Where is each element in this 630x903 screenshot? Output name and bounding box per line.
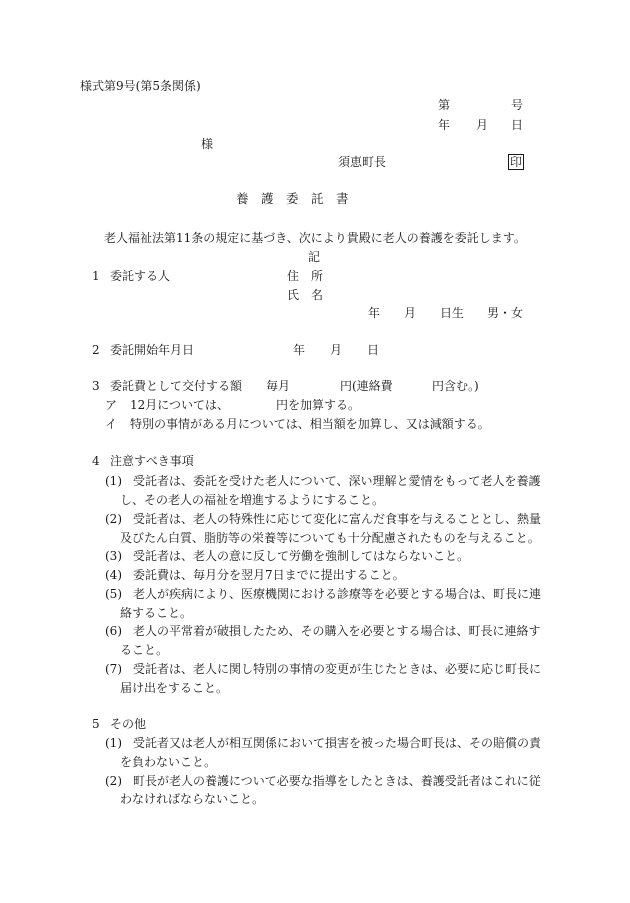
list-item-line: 受託者は、老人に関し特別の事情の変更が生じたときは、必要に応じ町長に — [133, 662, 542, 676]
list-item-mark: (1) — [105, 736, 122, 750]
birth-month: 月 — [404, 306, 417, 320]
issuer: 須恵町長 — [338, 155, 387, 169]
list-item-line: 受託者は、老人の意に反して労働を強制してはならないこと。 — [133, 549, 470, 563]
start-year: 年 — [293, 343, 306, 357]
start-month: 月 — [330, 343, 343, 357]
item-i-text: 特別の事情がある月については、相当額を加算し、又は減額する。 — [130, 417, 490, 431]
birth-year: 年 — [368, 306, 381, 320]
yen-contact-label: 円(連絡費 — [340, 379, 393, 393]
birth-day: 日生 — [440, 306, 465, 320]
list-item-line: 届け出をすること。 — [120, 681, 229, 695]
list-item-line: 委託費は、毎月分を翌月7日までに提出すること。 — [133, 568, 405, 582]
list-item-line: 受託者は、老人の特殊性に応じて変化に富んだ食事を与えることとし、熱量 — [133, 512, 542, 526]
list-item-line: 老人が疾病により、医療機関における診療等を必要とする場合は、町長に連 — [133, 587, 542, 601]
section-label: 注意すべき事項 — [110, 454, 194, 468]
list-item-line: し、その老人の福祉を増進するようにすること。 — [120, 493, 385, 507]
section-label: 委託費として交付する額 — [110, 379, 243, 393]
item-a-mark: ア — [105, 398, 118, 412]
seal-mark — [508, 154, 524, 170]
section-number: 5 — [92, 717, 100, 731]
address-label: 住 所 — [287, 269, 324, 283]
list-item-mark: (5) — [105, 587, 122, 601]
list-item-mark: (6) — [105, 624, 122, 638]
section-label: 委託開始年月日 — [110, 343, 195, 357]
name-label: 氏 名 — [287, 288, 324, 302]
doc-number-label-last: 号 — [511, 98, 524, 112]
list-item-line: わなければならないこと。 — [120, 792, 265, 806]
date-month: 月 — [476, 118, 489, 132]
list-item-mark: (2) — [105, 774, 122, 788]
sex-choice: 男・女 — [487, 306, 524, 320]
list-item-mark: (4) — [105, 568, 122, 582]
list-item-line: 受託者又は老人が相互関係において損害を被った場合町長は、その賠償の責 — [133, 736, 542, 750]
ki-mark: 記 — [308, 250, 321, 264]
list-item-mark: (1) — [105, 474, 122, 488]
item-a-text-first: 12月については、 — [130, 398, 230, 412]
section-number: 4 — [92, 454, 100, 468]
list-item-line: を負わないこと。 — [120, 755, 217, 769]
date-day: 日 — [511, 118, 524, 132]
list-item-mark: (2) — [105, 512, 122, 526]
list-item-line: 及びたん白質、脂肪等の栄養等についても十分配慮されたものを与えること。 — [120, 531, 540, 545]
list-item-line: ること。 — [120, 643, 169, 657]
intro-text: 老人福祉法第11条の規定に基づき、次により貴殿に老人の養護を委託します。 — [104, 231, 526, 245]
list-item-line: 老人の平常着が破損したため、その購入を必要とする場合は、町長に連絡す — [133, 624, 541, 638]
list-item-mark: (7) — [105, 662, 122, 676]
list-item-line: 町長が老人の養護について必要な指導をしたときは、養護受託者はこれに従 — [133, 774, 541, 788]
section-number: 3 — [92, 379, 100, 393]
document-title: 養 護 委 託 書 — [236, 191, 349, 206]
section-number: 1 — [92, 269, 100, 283]
seal-label: 印 — [510, 155, 523, 169]
start-day: 日 — [367, 343, 380, 357]
doc-number-label-first: 第 — [438, 98, 451, 112]
item-i-mark: イ — [105, 417, 118, 431]
monthly-label: 毎月 — [266, 379, 291, 393]
section-label: 委託する人 — [110, 269, 171, 283]
section-number: 2 — [92, 343, 100, 357]
item-a-text-second: 円を加算する。 — [276, 398, 361, 412]
form-number: 様式第9号(第5条関係) — [80, 79, 201, 93]
section-label: その他 — [110, 717, 147, 731]
list-item-line: 絡すること。 — [120, 606, 193, 620]
yen-included-label: 円含む。) — [432, 379, 479, 393]
date-year: 年 — [438, 118, 451, 132]
addressee-honorific: 様 — [201, 137, 214, 151]
list-item-mark: (3) — [105, 549, 122, 563]
list-item-line: 受託者は、委託を受けた老人について、深い理解と愛情をもって老人を養護 — [133, 474, 541, 488]
